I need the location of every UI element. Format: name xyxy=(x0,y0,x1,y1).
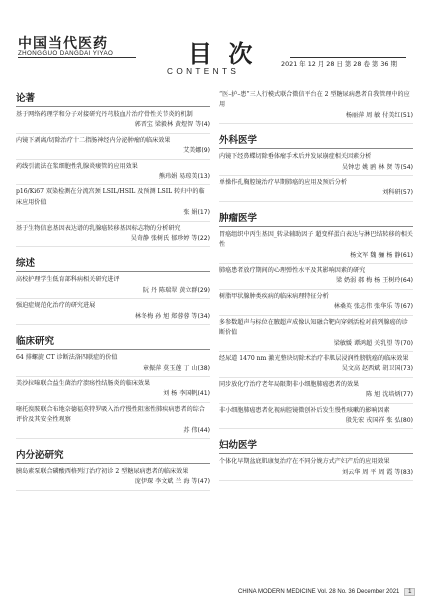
contents-label: CONTENTS xyxy=(167,67,240,76)
article-entry[interactable] xyxy=(219,354,413,378)
article-entry[interactable] xyxy=(219,230,413,264)
article-title: 同步放化疗治疗老年局限期非小细胞肺癌患者的效果 xyxy=(219,380,360,388)
article-authors-page: 苏 伟(44) xyxy=(183,426,210,434)
article-title: 非小细胞肺癌患者化视病腔镜微创补后发生慢性咳嗽的影响因素 xyxy=(219,406,390,414)
article-authors-page: 阮 丹 陈瑞翠 黄立群(29) xyxy=(142,286,210,294)
article-entry[interactable] xyxy=(16,187,210,221)
article-entry[interactable] xyxy=(16,379,210,403)
article-authors-page: 艾美娜(9) xyxy=(183,147,210,155)
article-authors-page: 吴文高 赵西斌 胡卫国(73) xyxy=(341,365,413,373)
article-authors-page: 张 娟(17) xyxy=(183,209,210,217)
article-title: 经尿道 1470 nm 激光整块切除术治疗非肌层浸润性膀胱癌的临床效果 xyxy=(219,354,409,362)
article-authors-page: 梁敏媛 谭鸿超 关乳望 等(70) xyxy=(333,339,413,347)
article-title: 多参数超声与标位在腋超声成像认知融合靶向穿刺活检对前列腺癌的诊断价值 xyxy=(219,318,408,337)
article-entry[interactable] xyxy=(16,301,210,325)
article-entry[interactable] xyxy=(219,152,413,176)
article-entry[interactable] xyxy=(219,406,413,430)
article-entry[interactable] xyxy=(16,136,210,160)
article-title: 单操作孔胸腔镜治疗早期肺癌的应用及预后分析 xyxy=(219,179,347,187)
section-heading: 综述 xyxy=(16,255,210,272)
journal-name-pinyin: ZHONGGUO DANGDAI YIYAO xyxy=(18,50,114,57)
article-entry[interactable] xyxy=(16,110,210,134)
article-title: 基于网络药理学和分子对接研究丹芎肢血片治疗骨性关节炎的机制 xyxy=(16,111,193,118)
section-heading: 妇幼医学 xyxy=(219,437,413,454)
journal-name-cn: 中国当代医药 xyxy=(18,36,108,52)
article-title: 高校护理学生低育部科病相关研究进评 xyxy=(16,276,120,284)
page-title: 目 次 xyxy=(188,40,257,68)
article-title: 个体化早期盆底肌康复治疗在不同分娩方式产妇产后的应用效果 xyxy=(219,458,390,466)
article-authors-page: 庞伊琛 李文斌 兰 海 等(47) xyxy=(134,478,210,486)
article-title: 内镜下经鼻蝶切除垂体瘤手术后并发尿崩症相关因素分析 xyxy=(219,153,372,161)
article-authors-page: 章振萍 莫玉莲 丁 山(38) xyxy=(142,364,210,372)
article-entry[interactable] xyxy=(16,275,210,299)
article-title: 噻托溴胺联合布地奈德福莫特罗吸入治疗慢性阻塞性肺疾病患者的综合评价及其安全性观察 xyxy=(16,405,205,424)
article-entry[interactable] xyxy=(219,90,413,124)
article-authors-page: 熊玮娟 易琼美(13) xyxy=(158,173,210,181)
article-entry[interactable] xyxy=(16,353,210,377)
article-entry[interactable] xyxy=(16,162,210,186)
article-authors-page: 刘 杨 李国帆(41) xyxy=(163,390,210,398)
article-authors-page: 刘云华 周 平 周 霞 等(83) xyxy=(342,468,413,476)
article-entry[interactable] xyxy=(16,405,210,439)
issue-info: 2021 年 12 月 28 日 第 28 卷 第 36 期 xyxy=(281,60,397,68)
section-heading: 论著 xyxy=(16,90,210,107)
article-authors-page: 殷先宏 戎国祥 张 弘(80) xyxy=(345,416,413,424)
article-title: 基于生物信息基因表达谱的乳腺癌转移基因标志物的分析研究 xyxy=(16,224,181,232)
article-authors-page: 刘科研(57) xyxy=(382,189,413,197)
article-entry[interactable] xyxy=(219,178,413,202)
footer xyxy=(238,588,415,596)
right-column xyxy=(219,90,413,483)
article-title: “医–护–患”三人行模式联合微信平台在 2 型糖尿病患者自我管理中的应用 xyxy=(219,91,410,109)
article-title: p16/Ki67 双染检测在分流宫颈 LSIL/HSIL 及预测 LSIL 转归中的临床应用价值 xyxy=(16,188,205,206)
article-title: 内镜下剥离/切除治疗十二指肠神经内分泌肿瘤的临床效果 xyxy=(16,136,171,144)
left-column xyxy=(16,90,210,493)
section-heading: 外科医学 xyxy=(219,132,413,149)
article-title: 64 排螺旋 CT 诊断法洛四联症的价值 xyxy=(16,354,118,362)
article-entry[interactable] xyxy=(16,224,210,248)
article-title: 树脂甲状腺肿类疾病的临床病理特征分析 xyxy=(219,292,329,300)
page-number: 1 xyxy=(404,588,415,596)
section-heading: 肿瘤医学 xyxy=(219,210,413,227)
article-authors-page: 郭晋宝 梁毅林 黄煜智 等(4) xyxy=(134,121,210,129)
article-entry[interactable] xyxy=(219,457,413,481)
section-heading: 临床研究 xyxy=(16,333,210,350)
article-authors-page: 杨文军 魏 骊 杨 静(61) xyxy=(350,251,413,259)
article-authors-page: 林冬梅 孙 旭 郑蓉蓉 等(34) xyxy=(134,312,210,320)
footer-journal-info: CHINA MODERN MEDICINE Vol. 28 No. 36 December 2021 xyxy=(238,589,400,595)
article-authors-page: 吴奇静 张树氏 郁珍婷 等(22) xyxy=(130,235,210,243)
article-entry[interactable] xyxy=(219,318,413,352)
article-title: 胃癌组织中丙生基因_转录辅助因子 超变样蛋白表达与淋巴结转移的相关性 xyxy=(219,230,413,249)
rule-right xyxy=(290,57,406,58)
article-entry[interactable] xyxy=(219,266,413,290)
article-entry[interactable] xyxy=(16,467,210,491)
article-title: 美沙拉嗪联合益生菌治疗溃疡性结肠炎的临床效果 xyxy=(16,379,151,387)
article-authors-page: 林桑英 张志伟 张华乐 等(67) xyxy=(333,303,413,311)
article-authors-page: 陈 旭 沈培炳(77) xyxy=(366,391,413,399)
article-title: 药线引流法在浆细胞性乳腺炎瘘管的应用效果 xyxy=(16,162,138,170)
article-authors-page: 吴钟忠 姚 鸥 林 贤 等(54) xyxy=(342,163,413,171)
article-title: 强迫症规范化治疗的研究进展 xyxy=(16,302,96,310)
section-heading: 内分泌研究 xyxy=(16,447,210,464)
article-title: 胰岛素泵联合磷酸西格列汀治疗初诊 2 型糖尿病患者的临床效果 xyxy=(16,467,189,475)
article-entry[interactable] xyxy=(219,292,413,316)
article-authors-page: 杨丽萍 周 敏 付美红(51) xyxy=(345,111,413,119)
rule-left xyxy=(18,57,136,58)
article-title: 肺癌患者放疗期间的心理弹性水平及其影响因素的研究 xyxy=(219,267,366,275)
article-authors-page: 梁 奶弱 郝 梅 杨 王树玲(64) xyxy=(335,277,413,285)
article-entry[interactable] xyxy=(219,380,413,404)
